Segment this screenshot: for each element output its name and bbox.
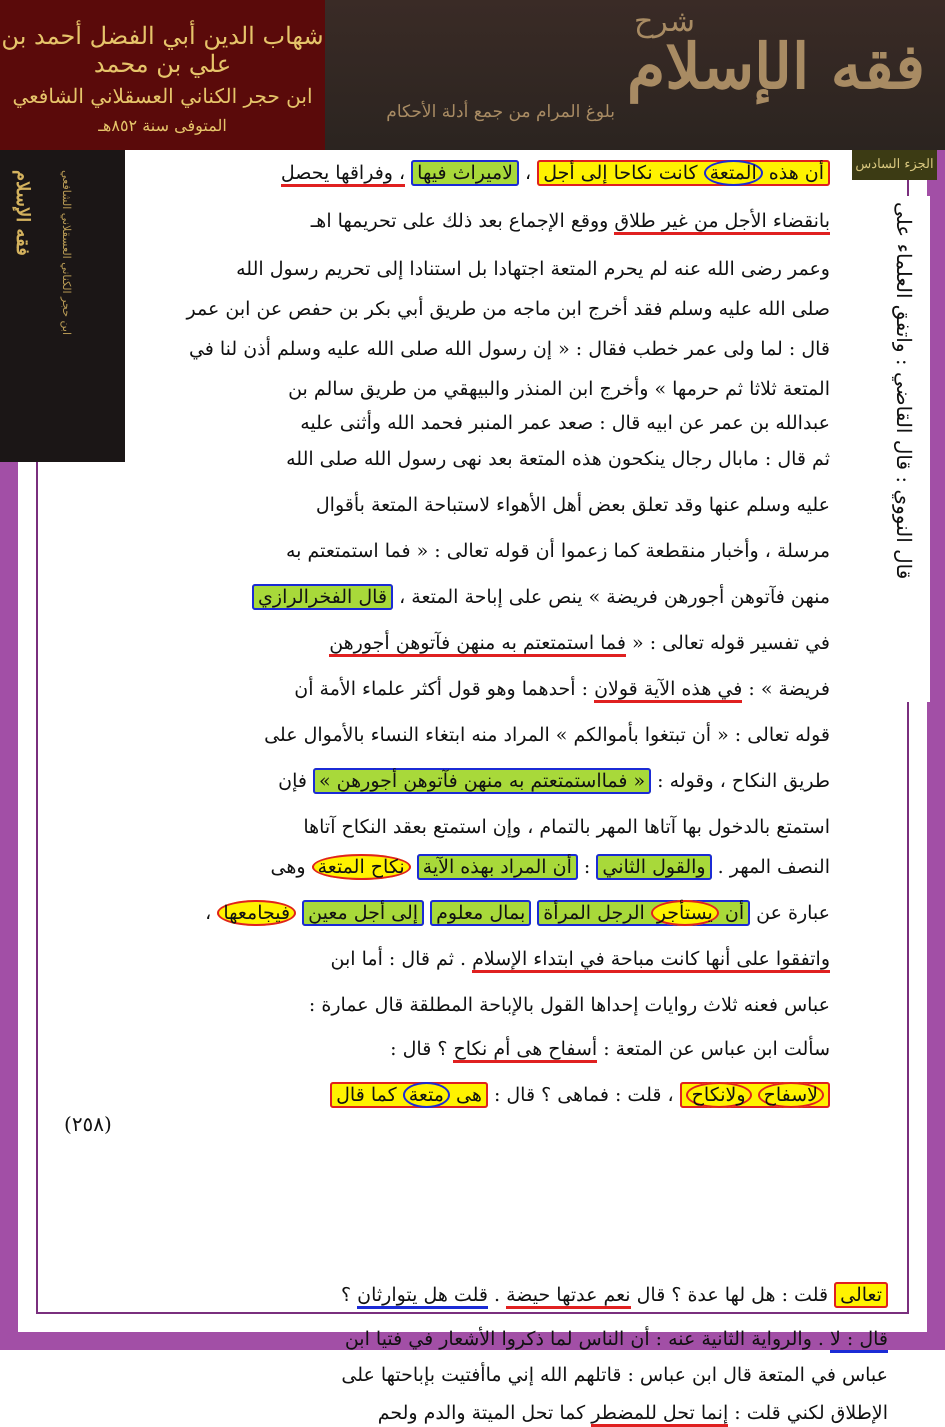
text-line-17: [271, 856, 830, 878]
cover-subtitle: بلوغ المرام من جمع أدلة الأحكام: [386, 102, 615, 122]
text-segment: فريضة » :: [748, 678, 830, 700]
underlined-phrase: قال : لا: [830, 1328, 888, 1353]
text-segment: هى: [456, 1084, 482, 1106]
page-number: (٢٥٨): [64, 1112, 112, 1136]
book-cover-banner: [0, 0, 945, 150]
margin-quote: [880, 196, 930, 702]
highlight: [537, 160, 830, 186]
cover-sharh: شرح: [633, 4, 695, 39]
circled-word: لاسفاح: [758, 1082, 824, 1108]
circled-word: المتعة: [704, 160, 763, 186]
text-line-2: [311, 210, 830, 232]
spine-title: فقه الإسلام: [12, 170, 33, 256]
boxed-phrase: والقول الثاني: [596, 854, 711, 880]
text-segment: كما تحل الميتة والدم ولحم: [377, 1402, 586, 1424]
text-segment: أن هذه: [768, 162, 824, 184]
text-line-19: [331, 948, 830, 970]
highlight: تعالى: [834, 1282, 888, 1308]
text-line-3: وعمر رضى الله عنه لم يحرم المتعة اجتهادا بل استنادا إلى تحريم رسول الله: [236, 258, 830, 280]
boxed-phrase: بمال معلوم: [430, 900, 531, 926]
text-line-22: [330, 1084, 830, 1106]
circled-word: يستأجر: [651, 900, 719, 926]
text-line-4: صلى الله عليه وسلم فقد أخرج ابن ماجه من طريق أبي بكر بن حفص عن ابن عمر: [186, 298, 830, 320]
text-line-10: مرسلة ، وأخبار منقطعة كما زعموا أن قوله تعالى : « فما استمتعتم به: [286, 540, 830, 562]
underlined-phrase: أسفاح هى أم نكاح: [453, 1038, 597, 1063]
text-segment: .: [494, 1284, 501, 1306]
boxed-phrase: أن المراد بهذه الآية: [417, 854, 578, 880]
highlight: [680, 1082, 830, 1108]
text-segment: الرجل المرأة: [543, 902, 645, 924]
text-segment: الإطلاق لكني قلت :: [734, 1402, 888, 1424]
text-segment: . والرواية الثانية عنه : أن الناس لما ذكروا الأشعار في فتيا ابن: [344, 1328, 824, 1350]
underlined-phrase: إنما تحل للمضطر: [591, 1402, 728, 1427]
text-segment: كما قال: [336, 1084, 397, 1106]
underlined-phrase: فما استمتعتم به منهن فآتوهن أجورهن: [329, 632, 626, 657]
text-line-8: ثم قال : مابال رجال ينكحون هذه المتعة بعد نهى رسول الله صلى الله: [286, 448, 830, 470]
text-segment: منهن فآتوهن أجورهن فريضة » ينص على إباحة المتعة ،: [399, 586, 830, 608]
text-line-16: استمتع بالدخول بها آتاها المهر بالتمام ، وإن استمتع بعقد النكاح آتاها: [303, 816, 830, 838]
text-line-11: [252, 586, 830, 608]
text-line-5: قال : لما ولى عمر خطب فقال : « إن رسول الله صلى الله عليه وسلم أذن لنا في: [188, 338, 830, 360]
text-segment: في تفسير قوله تعالى : «: [632, 632, 830, 654]
text-segment: ، قلت : فماهى ؟ قال :: [493, 1084, 674, 1106]
text-segment: : أحدهما وهو قول أكثر علماء الأمة أن: [294, 678, 589, 700]
highlight: [330, 1082, 488, 1108]
text-segment: . ثم قال : أما ابن: [330, 948, 467, 970]
text-segment: طريق النكاح ، وقوله :: [657, 770, 830, 792]
underlined-phrase: ، وفراقها يحصل: [281, 162, 405, 187]
author-line-1: شهاب الدين أبي الفضل أحمد بن علي بن محمد: [1, 22, 324, 78]
margin-quote-text: قال النووي : قال القاضي : واتفق العلماء على: [892, 202, 916, 580]
text-line-13: [294, 678, 830, 700]
author-line-3: المتوفى سنة ٨٥٢هـ: [98, 116, 227, 135]
text-line-6: المتعة ثلاثا ثم حرمها » وأخرج ابن المنذر والبيهقي من طريق سالم بن: [288, 378, 830, 400]
text-segment: ووقع الإجماع بعد ذلك على تحريمها اهـ: [310, 210, 609, 232]
circled-word: متعة: [403, 1082, 450, 1108]
text-line-15: [278, 770, 830, 792]
cover-title: فقه الإسلام: [626, 30, 925, 103]
author-line-2: ابن حجر الكناني العسقلاني الشافعي: [12, 84, 313, 108]
underlined-phrase: قلت هل يتوارثان: [357, 1284, 488, 1309]
text-segment: قلت : هل لها عدة ؟ قال: [636, 1284, 829, 1306]
text-line-23: [341, 1284, 888, 1306]
title-panel: [325, 0, 945, 150]
text-line-12: [329, 632, 830, 654]
volume-label: الجزء السادس: [852, 150, 937, 180]
book-spine-image: [0, 150, 125, 462]
spine-author: ابن حجر الكناني العسقلاني الشافعي: [60, 170, 73, 336]
text-segment: عبارة عن: [756, 902, 830, 924]
underlined-phrase: نعم عدتها حيضة: [506, 1284, 630, 1309]
text-segment: سألت ابن عباس عن المتعة :: [603, 1038, 830, 1060]
circled-word: فيجامعها: [217, 900, 296, 926]
circled-phrase: نكاح المتعة: [312, 854, 411, 880]
text-segment: ؟: [340, 1284, 352, 1306]
underlined-phrase: في هذه الآية قولان: [594, 678, 742, 703]
boxed-phrase: لاميراث فيها: [411, 160, 519, 186]
circled-word: ولانكاح: [686, 1082, 752, 1108]
text-segment: :: [583, 856, 591, 878]
author-panel: [0, 0, 325, 150]
underlined-phrase: واتفقوا على أنها كانت مباحة في ابتداء الإسلام: [472, 948, 830, 973]
text-segment: وهى: [270, 856, 306, 878]
text-line-7: عبدالله بن عمر عن ابيه قال : صعد عمر المنبر فحمد الله وأثنى عليه: [300, 412, 830, 434]
text-line-24: [345, 1328, 888, 1350]
boxed-phrase: « فمااستمتعتم به منهن فآتوهن أجورهن »: [313, 768, 651, 794]
text-segment: فإن: [278, 770, 307, 792]
text-line-21: [390, 1038, 830, 1060]
text-line-9: عليه وسلم عنها وقد تعلق بعض أهل الأهواء لاستباحة المتعة بأقوال: [315, 494, 830, 516]
text-segment: أن: [724, 902, 745, 924]
text-segment: ،: [525, 162, 532, 184]
text-line-18: [205, 902, 830, 924]
text-line-1: [281, 162, 830, 184]
text-line-25: عباس في المتعة قال ابن عباس : قاتلهم الله إني ماأفتيت بإباحتها على: [341, 1364, 888, 1386]
text-line-26: [378, 1402, 888, 1424]
text-line-20: عباس فعنه ثلاث روايات إحداها القول بالإباحة المطلقة قال عمارة :: [308, 994, 830, 1016]
boxed-phrase: [537, 900, 750, 926]
text-segment: النصف المهر .: [717, 856, 830, 878]
text-segment: ؟ قال :: [390, 1038, 448, 1060]
text-segment: ،: [205, 902, 212, 924]
boxed-phrase: قال الفخرالرازي: [252, 584, 393, 610]
text-line-14: قوله تعالى : « أن تبتغوا بأموالكم » المراد منه ابتغاء النساء بالأموال على: [264, 724, 830, 746]
underlined-phrase: بانقضاء الأجل من غير طلاق: [614, 210, 830, 235]
boxed-phrase: إلى أجل معين: [302, 900, 424, 926]
text-segment: كانت نكاحا إلى أجل: [543, 162, 698, 184]
